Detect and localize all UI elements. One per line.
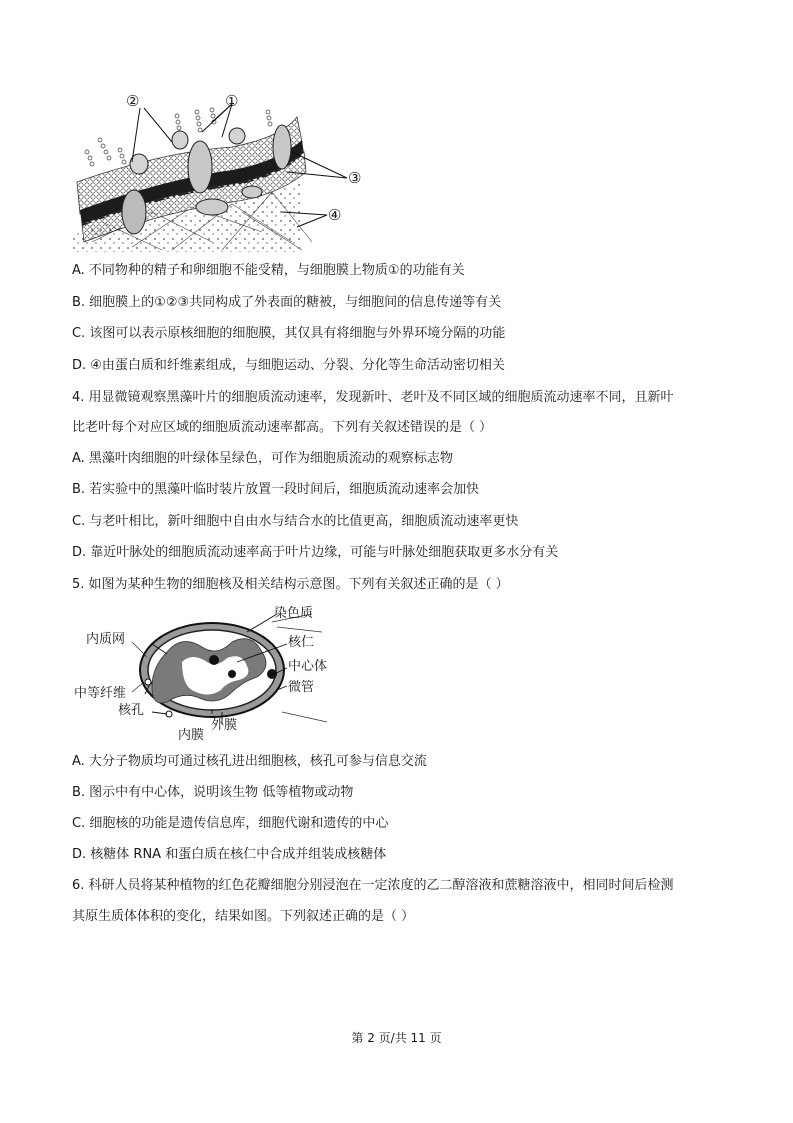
cell-membrane-drawing <box>72 92 372 252</box>
q6-stem-line2: 其原生质体体积的变化，结果如图。下列叙述正确的是（ ） <box>72 909 415 924</box>
nucleus-label-nuclear-pore: 核孔 <box>118 703 145 718</box>
nucleus-label-outer-membrane: 外膜 <box>211 718 238 733</box>
nucleus-label-intermediate-filament: 中等纤维 <box>74 686 127 701</box>
nucleus-label-nucleolus: 核仁 <box>288 635 315 650</box>
q3-option-a: A. 不同物种的精子和卵细胞不能受精，与细胞膜上物质①的功能有关 <box>72 263 465 278</box>
q5-stem: 5. 如图为某种生物的细胞核及相关结构示意图。下列有关叙述正确的是（ ） <box>72 577 509 592</box>
membrane-label-1: ① <box>225 92 239 110</box>
q5-option-c: C. 细胞核的功能是遗传信息库，细胞代谢和遗传的中心 <box>72 816 389 831</box>
q4-option-a: A. 黑藻叶肉细胞的叶绿体呈绿色，可作为细胞质流动的观察标志物 <box>72 451 453 466</box>
membrane-label-4: ④ <box>328 206 342 224</box>
membrane-label-2: ② <box>126 92 140 110</box>
q4-option-d: D. 靠近叶脉处的细胞质流动速率高于叶片边缘，可能与叶脉处细胞获取更多水分有关 <box>72 545 559 560</box>
q5-option-a: A. 大分子物质均可通过核孔进出细胞核，核孔可参与信息交流 <box>72 754 427 769</box>
cell-membrane-figure <box>72 92 372 252</box>
nucleus-figure <box>72 602 362 744</box>
q4-stem-line1: 4. 用显微镜观察黑藻叶片的细胞质流动速率，发现新叶、老叶及不同区域的细胞质流动速率不同，且新叶 <box>72 390 674 405</box>
page-footer: 第 2 页/共 11 页 <box>351 1031 442 1045</box>
nucleus-label-chromatin: 染色质 <box>274 606 314 621</box>
nucleus-label-inner-membrane: 内膜 <box>178 728 205 743</box>
membrane-label-3: ③ <box>348 169 362 187</box>
q5-option-d: D. 核糖体 RNA 和蛋白质在核仁中合成并组装成核糖体 <box>72 847 387 862</box>
q3-option-b: B. 细胞膜上的①②③共同构成了外表面的糖被，与细胞间的信息传递等有关 <box>72 295 502 310</box>
q4-option-b: B. 若实验中的黑藻叶临时装片放置一段时间后，细胞质流动速率会加快 <box>72 482 480 497</box>
nucleus-label-er: 内质网 <box>86 632 126 647</box>
nucleus-label-centrosome: 中心体 <box>288 659 328 674</box>
q3-option-c: C. 该图可以表示原核细胞的细胞膜，其仅具有将细胞与外界环境分隔的功能 <box>72 326 506 341</box>
q4-option-c: C. 与老叶相比，新叶细胞中自由水与结合水的比值更高，细胞质流动速率更快 <box>72 514 519 529</box>
q6-stem-line1: 6. 科研人员将某种植物的红色花瓣细胞分别浸泡在一定浓度的乙二醇溶液和蔗糖溶液中，相同时间后检测 <box>72 878 674 893</box>
q5-option-b: B. 图示中有中心体，说明该生物 低等植物或动物 <box>72 785 354 800</box>
q4-stem-line2: 比老叶每个对应区域的细胞质流动速率都高。下列有关叙述错误的是（ ） <box>72 420 493 435</box>
q3-option-d: D. ④由蛋白质和纤维素组成，与细胞运动、分裂、分化等生命活动密切相关 <box>72 358 505 373</box>
nucleus-label-microtubule: 微管 <box>288 680 315 695</box>
